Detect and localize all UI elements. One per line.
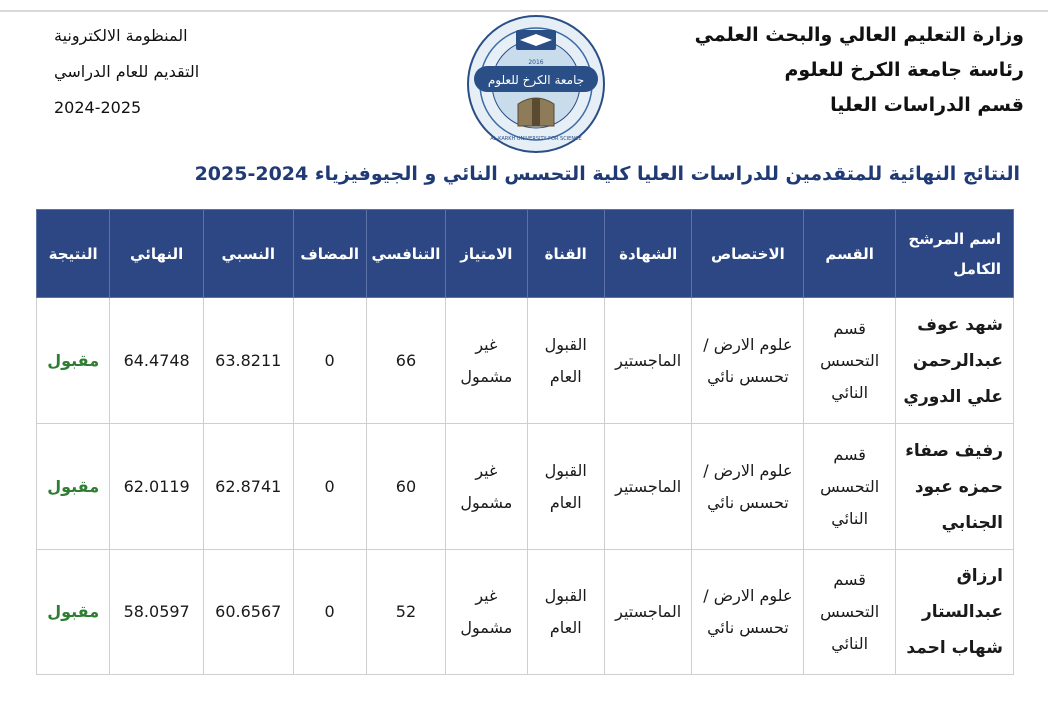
channel-cell: القبول العام — [527, 298, 604, 424]
col-header-added: المضاف — [293, 210, 366, 298]
relative-score: 63.8211 — [203, 298, 293, 424]
added-score: 0 — [293, 550, 366, 674]
table-header-row — [37, 210, 1014, 298]
candidate-name: رفيف صفاء حمزه عبود الجنابي — [895, 424, 1013, 550]
university-presidency: رئاسة جامعة الكرخ للعلوم — [784, 59, 1024, 81]
department-cell: قسم التحسس النائي — [804, 550, 896, 674]
results-table — [36, 209, 1014, 674]
excellence-cell: غير مشمول — [446, 550, 527, 674]
relative-score: 62.8741 — [203, 424, 293, 550]
specialization-cell: علوم الارض / تحسس نائي — [692, 424, 804, 550]
seal-english-name: AL-KARKH UNIVERSITY FOR SCIENCE — [490, 136, 582, 142]
table-row — [37, 298, 1014, 424]
col-header-degree: الشهادة — [604, 210, 692, 298]
competitive-score: 52 — [366, 550, 445, 674]
col-header-relative: النسبي — [203, 210, 293, 298]
relative-score: 60.6567 — [203, 550, 293, 674]
seal-arabic-name: جامعة الكرخ للعلوم — [487, 73, 585, 87]
col-header-result: النتيجة — [37, 210, 110, 298]
col-header-name: اسم المرشح الكامل — [895, 210, 1013, 298]
university-seal-icon — [466, 14, 606, 154]
application-label: التقديم للعام الدراسي — [54, 62, 200, 81]
seal-year: 2016 — [528, 59, 544, 66]
department-cell: قسم التحسس النائي — [804, 298, 896, 424]
channel-cell: القبول العام — [527, 424, 604, 550]
department-name: قسم الدراسات العليا — [830, 94, 1024, 116]
result-badge: مقبول — [37, 550, 110, 674]
candidate-name: ارزاق عبدالستار شهاب احمد — [895, 550, 1013, 674]
table-bottom-edge — [36, 674, 1014, 675]
table-row — [37, 550, 1014, 674]
ministry-header — [695, 18, 1024, 123]
col-header-competitive: التنافسي — [366, 210, 445, 298]
col-header-department: القسم — [804, 210, 896, 298]
final-score: 64.4748 — [110, 298, 204, 424]
col-header-specialization: الاختصاص — [692, 210, 804, 298]
competitive-score: 66 — [366, 298, 445, 424]
page-title: النتائج النهائية للمتقدمين للدراسات العليا كلية التحسس النائي و الجيوفيزياء 2024-2025 — [194, 163, 1020, 185]
final-score: 58.0597 — [110, 550, 204, 674]
specialization-cell: علوم الارض / تحسس نائي — [692, 550, 804, 674]
degree-cell: الماجستير — [604, 550, 692, 674]
system-header — [54, 18, 224, 126]
system-name: المنظومة الالكترونية — [54, 26, 188, 45]
col-header-excellence: الامتياز — [446, 210, 527, 298]
candidate-name: شهد عوف عبدالرحمن علي الدوري — [895, 298, 1013, 424]
specialization-cell: علوم الارض / تحسس نائي — [692, 298, 804, 424]
added-score: 0 — [293, 298, 366, 424]
excellence-cell: غير مشمول — [446, 298, 527, 424]
ministry-name: وزارة التعليم العالي والبحث العلمي — [694, 24, 1024, 46]
competitive-score: 60 — [366, 424, 445, 550]
top-divider — [0, 10, 1048, 12]
results-table-wrapper — [36, 209, 1014, 674]
result-badge: مقبول — [37, 424, 110, 550]
department-cell: قسم التحسس النائي — [804, 424, 896, 550]
channel-cell: القبول العام — [527, 550, 604, 674]
final-score: 62.0119 — [110, 424, 204, 550]
result-badge: مقبول — [37, 298, 110, 424]
degree-cell: الماجستير — [604, 424, 692, 550]
academic-year: 2024-2025 — [54, 98, 142, 117]
added-score: 0 — [293, 424, 366, 550]
table-row — [37, 424, 1014, 550]
col-header-final: النهائي — [110, 210, 204, 298]
excellence-cell: غير مشمول — [446, 424, 527, 550]
degree-cell: الماجستير — [604, 298, 692, 424]
col-header-channel: القناة — [527, 210, 604, 298]
